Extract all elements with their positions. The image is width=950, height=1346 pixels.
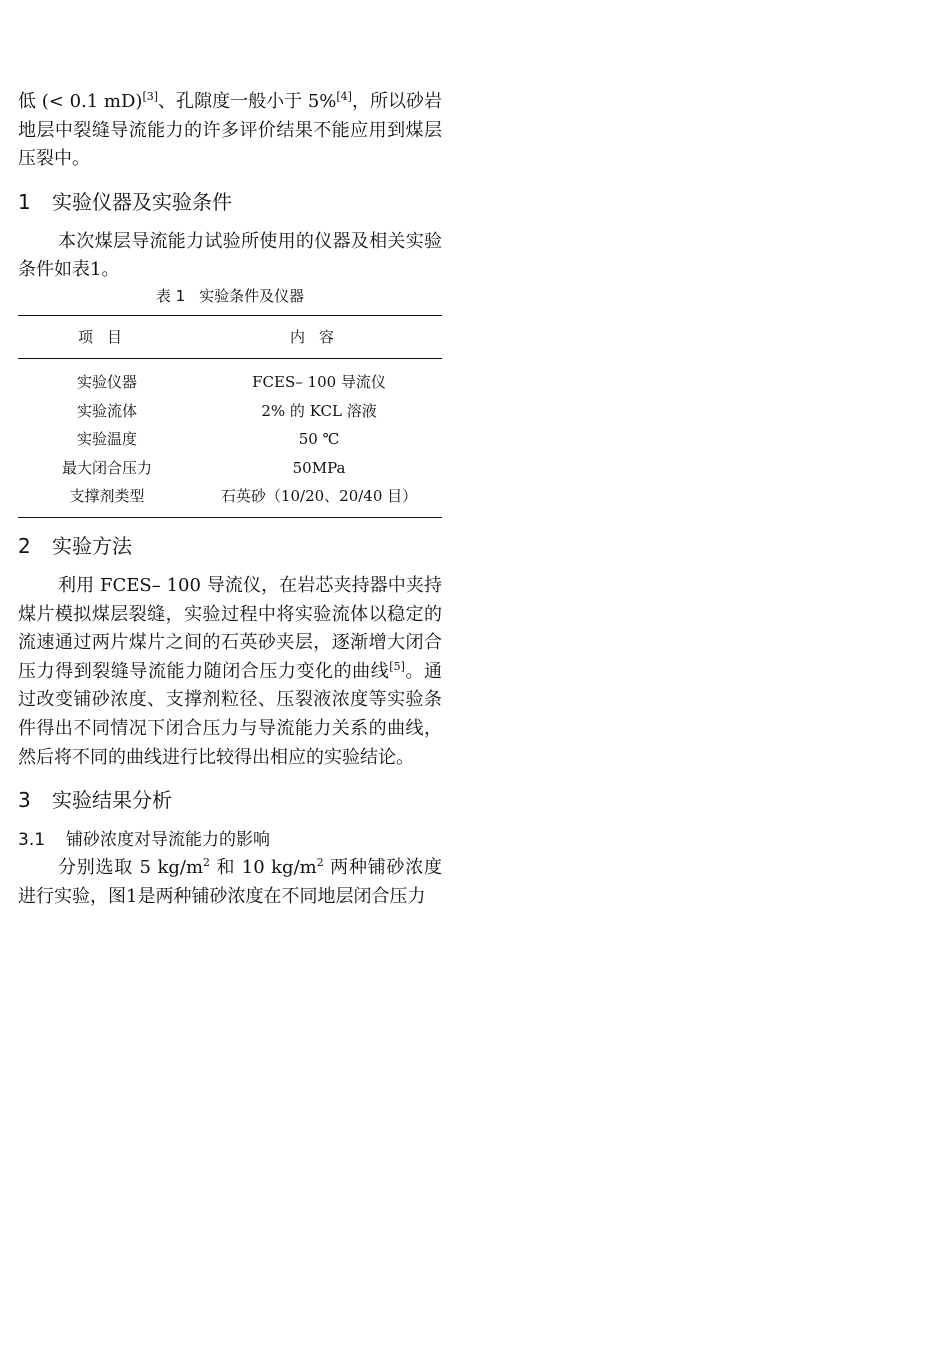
table-header-row [18,315,442,358]
section-title: 实验仪器及实验条件 [52,189,232,214]
table-label: 表 1 [155,286,186,305]
table-cell: 50MPa [292,458,346,477]
superscript: 2 [316,856,324,870]
citation-ref[interactable]: [4] [336,90,352,103]
table-cell: 最大闭合压力 [62,458,153,477]
section3-paragraph: 分别选取 5 $kg/m^2$ 和 10 $kg/m^2$ 两种铺砂浓度进行实验，图1是两种铺砂浓度在不同地层闭合压力 [18,856,442,907]
section-heading-3 [18,786,442,814]
table-header-cell: 内容 [196,315,442,358]
table-cell: 实验温度 [77,430,138,449]
subsection-number: 3.1 [18,830,46,851]
text-column [18,88,442,911]
table-row [18,482,442,517]
table-title: 实验条件及仪器 [199,286,305,305]
table-cell: 石英砂（10/20、20/40 目） [220,487,418,506]
table-cell: 实验流体 [77,401,138,420]
table-cell: 2% 的 KCL 溶液 [261,401,377,420]
section-heading-1 [18,188,442,216]
table-cell: FCES– 100 导流仪 [252,372,386,391]
section-heading-2 [18,532,442,560]
section-number: 2 [18,533,31,558]
subsection-heading-3-1 [18,826,442,854]
table-row [18,454,442,483]
section-number: 1 [18,189,31,214]
subsection-title: 铺砂浓度对导流能力的影响 [66,830,270,851]
table-row [18,425,442,454]
conditions-table [18,315,442,518]
section-title: 实验方法 [52,533,132,558]
table-cell: 实验仪器 [77,372,138,391]
table-cell: 50 ℃ [298,430,340,449]
citation-ref[interactable]: [3] [142,90,159,103]
table-header-cell: 项目 [18,315,196,358]
section-number: 3 [18,788,31,813]
intro-paragraph: 低 (< 0.1 mD)[3]、孔隙度一般小于 5%[4]，所以砂岩地层中裂缝导流能力的许多评价结果不能应用到煤层压裂中。 [18,90,443,170]
section2-paragraph: 利用 FCES– 100 导流仪，在岩芯夹持器中夹持煤片模拟煤层裂缝，实验过程中将实验流体以稳定的流速通过两片煤片之间的石英砂夹层，逐渐增大闭合压力得到裂缝导流能力随闭合压力变化的曲线[5]。通过改变铺砂浓度、支撑剂粒径、压裂液浓度等实验条件得出不同情况下闭合压力与导流能力关系的曲线，然后将不同的曲线进行比较得出相应的实验结论。 [18,574,443,768]
table-cell: 支撑剂类型 [69,487,145,506]
table-row [18,397,442,426]
table-caption [18,285,442,307]
section1-paragraph: 本次煤层导流能力试验所使用的仪器及相关实验条件如表1。 [18,230,442,281]
superscript: 2 [203,856,211,870]
section-title: 实验结果分析 [52,788,172,813]
table-row [18,358,442,396]
citation-ref[interactable]: [5] [389,659,405,673]
